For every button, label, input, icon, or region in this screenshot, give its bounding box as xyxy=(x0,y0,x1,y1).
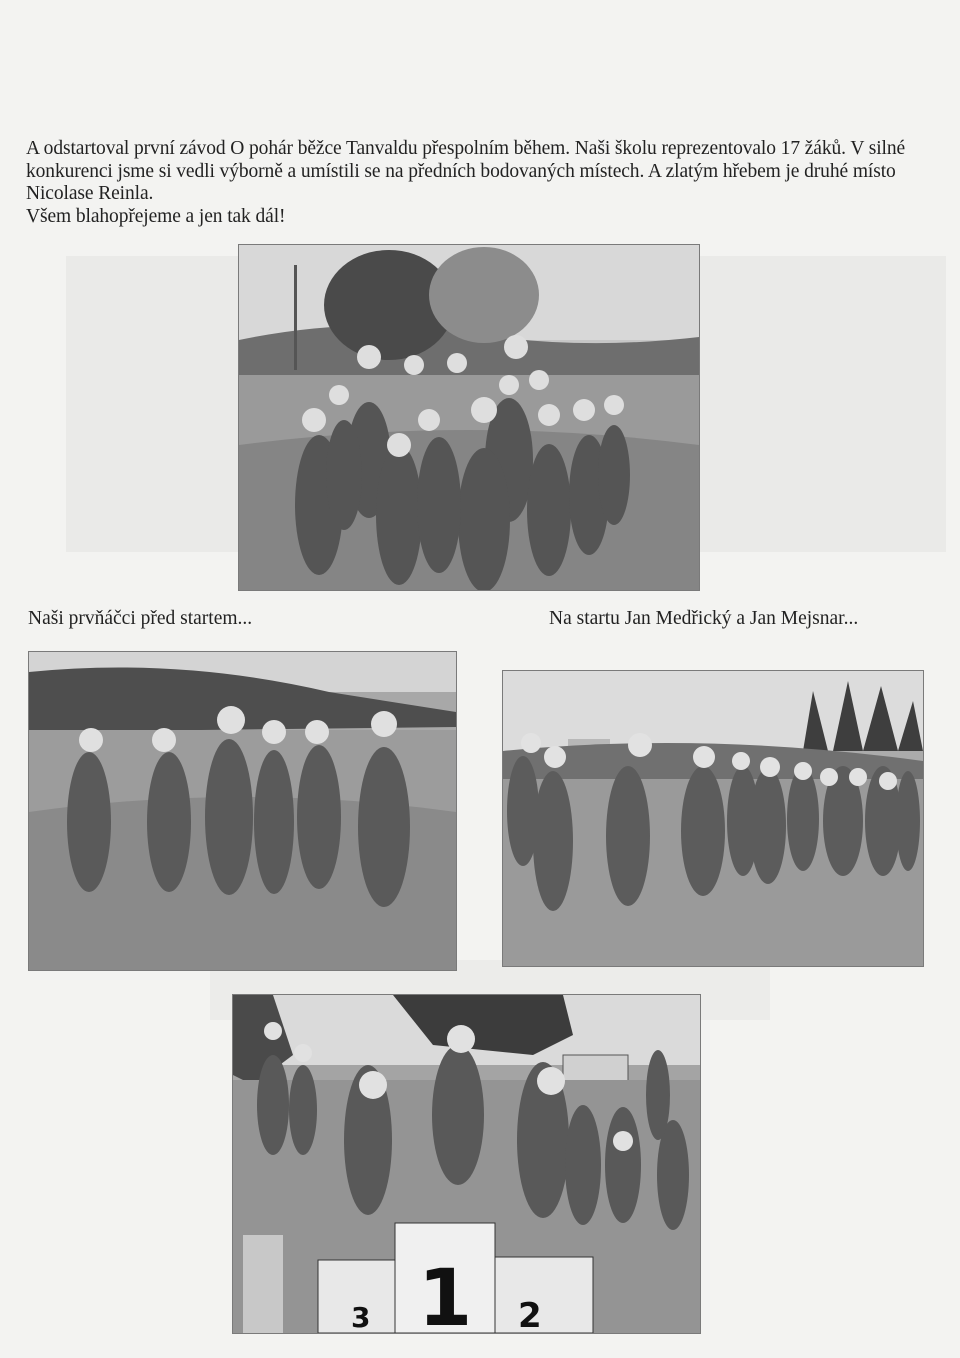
article-text xyxy=(26,138,926,228)
article-line: konkurenci jsme si vedli výborně a umístili se na předních bodovaných místech. A zlatým hřebem je druhé místo xyxy=(26,160,896,182)
podium-first-label: 1 xyxy=(418,1254,473,1333)
article-line: A odstartoval první závod O pohár běžce Tanvaldu přespolním během. Naši školu reprezentovalo 17 žáků. V silné xyxy=(26,138,906,159)
group-photo xyxy=(238,244,700,591)
podium-photo xyxy=(232,994,701,1334)
podium-third-label: 3 xyxy=(351,1301,371,1333)
article-line: Všem blahopřejeme a jen tak dál! xyxy=(26,205,286,227)
start-line-photo xyxy=(502,670,924,967)
podium-second-label: 2 xyxy=(518,1296,542,1333)
article-line: Nicolase Reinla. xyxy=(26,183,154,204)
photo-caption: Na startu Jan Medřický a Jan Mejsnar... xyxy=(549,608,859,629)
photo-caption: Naši prvňáčci před startem... xyxy=(28,608,253,629)
first-graders-photo xyxy=(28,651,457,971)
